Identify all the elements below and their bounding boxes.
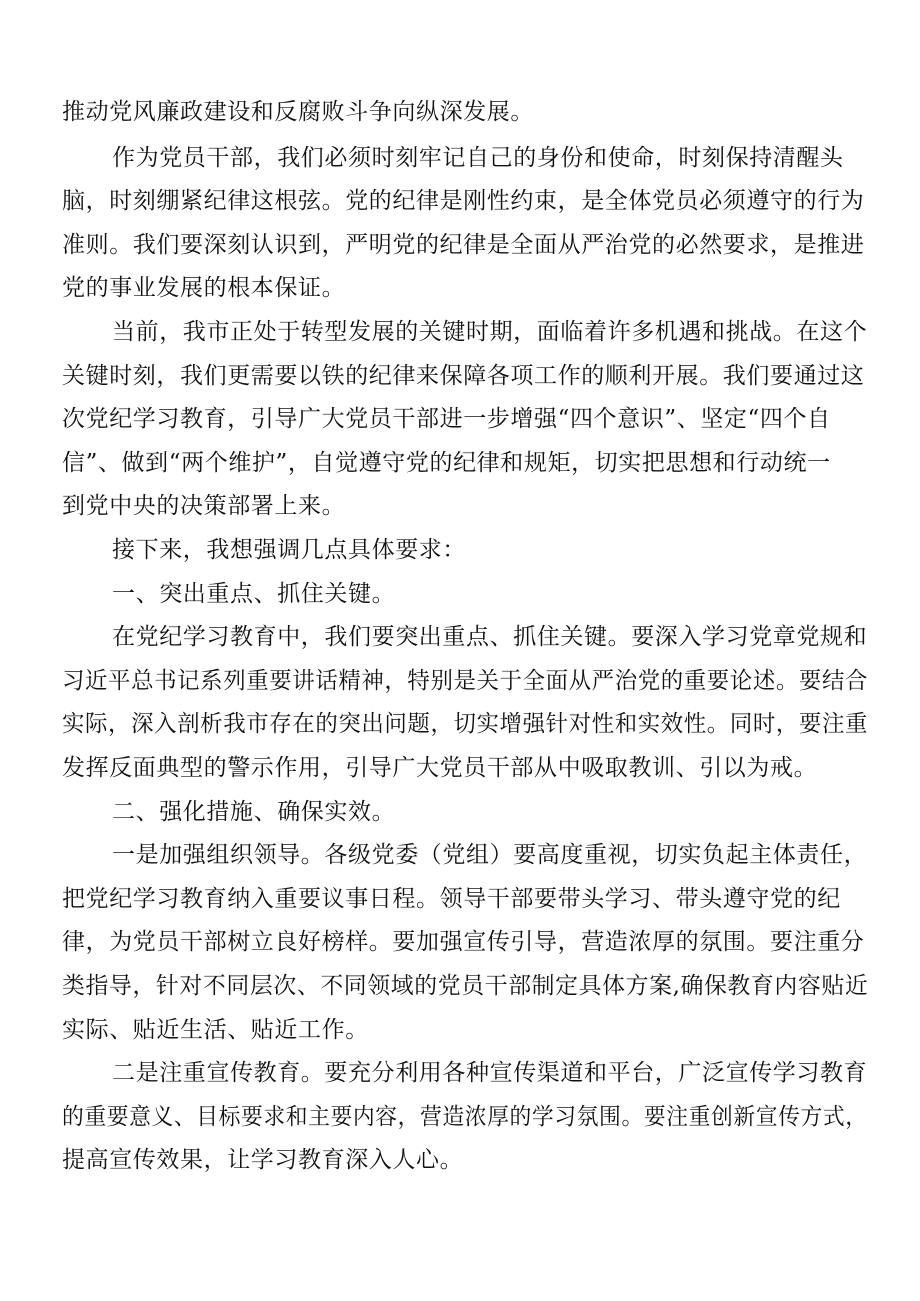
- text-line: 推动党风廉政建设和反腐败斗争向纵深发展。: [62, 99, 534, 125]
- text-line: 脑，时刻绷紧纪律这根弦。党的纪律是刚性约束，是全体党员必须遵守的行为: [62, 188, 865, 214]
- text-line: 接下来，我想强调几点具体要求：: [112, 537, 466, 563]
- text-line: 信”、做到“两个维护”，自觉遵守党的纪律和规矩，切实把思想和行动统一: [62, 450, 831, 476]
- text-line: 到党中央的决策部署上来。: [62, 493, 346, 519]
- text-line: 类指导，针对不同层次、不同领域的党员干部制定具体方案,确保教育内容贴近: [62, 973, 869, 999]
- text-line: 准则。我们要深刻认识到，严明党的纪律是全面从严治党的必然要求，是推进: [62, 232, 865, 258]
- text-line: 习近平总书记系列重要讲话精神，特别是关于全面从严治党的重要论述。要结合: [62, 668, 869, 694]
- text-line: 关键时刻，我们更需要以铁的纪律来保障各项工作的顺利开展。我们要通过这: [62, 363, 865, 389]
- text-line: 律，为党员干部树立良好榜样。要加强宣传引导，营造浓厚的氛围。要注重分: [62, 929, 865, 955]
- text-line: 在党纪学习教育中，我们要突出重点、抓住关键。要深入学习党章党规和: [112, 624, 868, 650]
- text-line: 的重要意义、目标要求和主要内容，营造浓厚的学习氛围。要注重创新宣传方式，: [62, 1104, 868, 1130]
- text-line: 当前，我市正处于转型发展的关键时期，面临着许多机遇和挑战。在这个: [112, 319, 868, 345]
- text-line: 实际、贴近生活、贴近工作。: [62, 1017, 369, 1043]
- section-heading: 二、强化措施、确保实效。: [112, 799, 396, 825]
- text-line: 作为党员干部，我们必须时刻牢记自己的身份和使命，时刻保持清醒头: [112, 145, 844, 171]
- text-line: 发挥反面典型的警示作用，引导广大党员干部从中吸取教训、引以为戒。: [62, 755, 818, 781]
- text-line: 一是加强组织领导。各级党委（党组）要高度重视，切实负起主体责任，: [112, 842, 868, 868]
- section-heading: 一、突出重点、抓住关键。: [112, 581, 396, 607]
- text-line: 党的事业发展的根本保证。: [62, 275, 346, 301]
- text-line: 把党纪学习教育纳入重要议事日程。领导干部要带头学习、带头遵守党的纪: [62, 886, 841, 912]
- text-line: 二是注重宣传教育。要充分利用各种宣传渠道和平台，广泛宣传学习教育: [112, 1060, 868, 1086]
- text-line: 次党纪学习教育，引导广大党员干部进一步增强“四个意识”、坚定“四个自: [62, 406, 831, 432]
- text-line: 提高宣传效果，让学习教育深入人心。: [62, 1147, 464, 1173]
- text-line: 实际，深入剖析我市存在的突出问题，切实增强针对性和实效性。同时，要注重: [62, 711, 869, 737]
